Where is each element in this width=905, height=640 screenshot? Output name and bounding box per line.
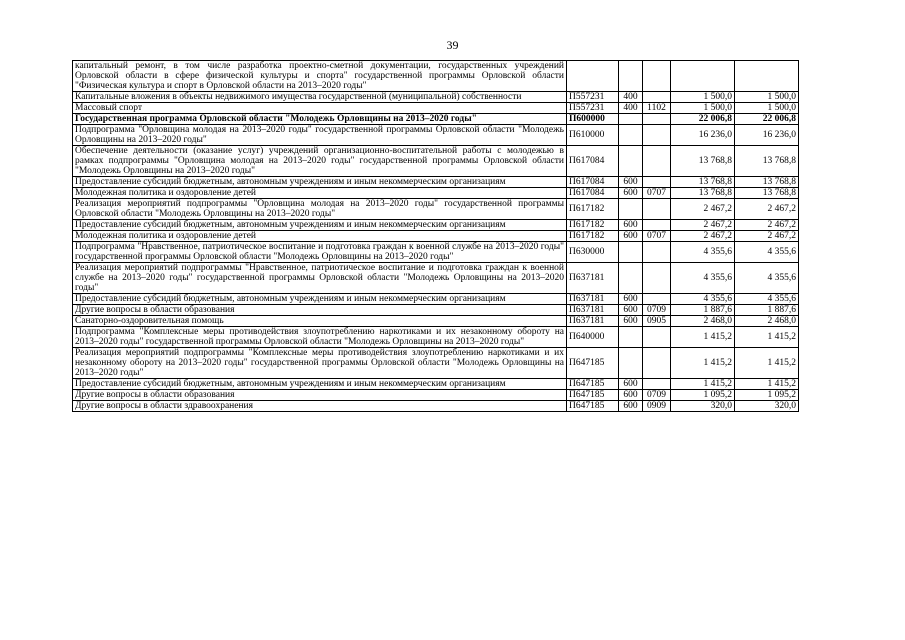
row-expense-type-cell: 600 <box>619 390 643 401</box>
row-amount-2-cell: 13 768,8 <box>735 177 799 188</box>
row-amount-2-cell: 1 500,0 <box>735 103 799 114</box>
row-expense-type-cell <box>619 327 643 348</box>
row-name-cell: Санаторно-оздоровительная помощь <box>73 316 567 327</box>
row-amount-1-cell: 1 095,2 <box>671 390 735 401</box>
row-section-cell <box>643 125 671 146</box>
row-expense-type-cell: 600 <box>619 220 643 231</box>
row-code-cell: П617182 <box>567 199 619 220</box>
row-expense-type-cell: 600 <box>619 401 643 412</box>
row-name-cell: Другие вопросы в области здравоохранения <box>73 401 567 412</box>
budget-table-body <box>73 61 799 412</box>
row-amount-2-cell: 1 500,0 <box>735 92 799 103</box>
row-amount-2-cell: 4 355,6 <box>735 263 799 294</box>
row-expense-type-cell <box>619 348 643 379</box>
table-row <box>73 348 799 379</box>
row-amount-2-cell: 2 468,0 <box>735 316 799 327</box>
row-amount-1-cell: 2 468,0 <box>671 316 735 327</box>
row-code-cell: П617084 <box>567 177 619 188</box>
row-section-cell <box>643 220 671 231</box>
row-section-cell: 0709 <box>643 390 671 401</box>
row-expense-type-cell: 600 <box>619 305 643 316</box>
row-name-cell: Капитальные вложения в объекты недвижимого имущества государственной (муниципальной) собственности <box>73 92 567 103</box>
row-amount-2-cell: 2 467,2 <box>735 231 799 242</box>
row-name-cell: Молодежная политика и оздоровление детей <box>73 231 567 242</box>
row-name-cell: Другие вопросы в области образования <box>73 305 567 316</box>
row-amount-1-cell: 13 768,8 <box>671 188 735 199</box>
row-section-cell <box>643 327 671 348</box>
row-expense-type-cell <box>619 263 643 294</box>
row-expense-type-cell: 600 <box>619 188 643 199</box>
row-section-cell <box>643 92 671 103</box>
page-number: 39 <box>446 38 459 52</box>
row-section-cell <box>643 348 671 379</box>
row-code-cell: П647185 <box>567 379 619 390</box>
row-code-cell: П617182 <box>567 231 619 242</box>
row-amount-1-cell: 1 887,6 <box>671 305 735 316</box>
row-code-cell: П637181 <box>567 305 619 316</box>
row-amount-2-cell: 1 415,2 <box>735 348 799 379</box>
table-row <box>73 125 799 146</box>
row-amount-1-cell: 4 355,6 <box>671 294 735 305</box>
row-amount-2-cell: 1 415,2 <box>735 327 799 348</box>
row-code-cell: П557231 <box>567 103 619 114</box>
row-name-cell: Подпрограмма "Орловщина молодая на 2013–2020 годы" государственной программы Орловской области "Молодежь Орловщины на 2013–2020 годы" <box>73 125 567 146</box>
row-section-cell <box>643 146 671 177</box>
row-amount-1-cell: 2 467,2 <box>671 231 735 242</box>
row-code-cell: П640000 <box>567 327 619 348</box>
row-amount-2-cell: 320,0 <box>735 401 799 412</box>
table-row <box>73 220 799 231</box>
row-code-cell: П617084 <box>567 188 619 199</box>
row-name-cell: Государственная программа Орловской области "Молодежь Орловщины на 2013–2020 годы" <box>73 114 567 125</box>
row-code-cell <box>567 61 619 92</box>
row-amount-1-cell: 4 355,6 <box>671 242 735 263</box>
table-row <box>73 294 799 305</box>
row-amount-2-cell: 13 768,8 <box>735 146 799 177</box>
row-section-cell: 1102 <box>643 103 671 114</box>
row-amount-1-cell: 1 415,2 <box>671 327 735 348</box>
row-section-cell <box>643 177 671 188</box>
row-code-cell: П617182 <box>567 220 619 231</box>
row-expense-type-cell: 600 <box>619 177 643 188</box>
row-name-cell: Обеспечение деятельности (оказание услуг) учреждений организационно-воспитательной работы с молодежью в рамках подпрограммы "Орловщина молодая на 2013–2020 годы" государственной программы Орловской области "Молодежь Орловщины на 2013–2020 годы" <box>73 146 567 177</box>
table-row <box>73 263 799 294</box>
row-amount-1-cell: 1 415,2 <box>671 379 735 390</box>
row-section-cell <box>643 242 671 263</box>
row-amount-2-cell: 1 415,2 <box>735 379 799 390</box>
row-code-cell: П647185 <box>567 390 619 401</box>
row-amount-1-cell: 320,0 <box>671 401 735 412</box>
row-name-cell: Подпрограмма "Комплексные меры противодействия злоупотреблению наркотиками и их незаконному обороту на 2013–2020 годы" государственной программы Орловской области "Молодежь Орловщины на 2013–2020 годы" <box>73 327 567 348</box>
row-amount-1-cell: 2 467,2 <box>671 220 735 231</box>
row-code-cell: П610000 <box>567 125 619 146</box>
row-amount-2-cell: 4 355,6 <box>735 294 799 305</box>
row-code-cell: П647185 <box>567 348 619 379</box>
row-code-cell: П637181 <box>567 263 619 294</box>
row-name-cell: Реализация мероприятий подпрограммы "Комплексные меры противодействия злоупотреблению наркотиками и их незаконному обороту на 2013–2020 годы" государственной программы Орловской области "Молодежь Орловщины на 2013–2020 годы" <box>73 348 567 379</box>
row-code-cell: П630000 <box>567 242 619 263</box>
row-section-cell <box>643 379 671 390</box>
row-expense-type-cell: 600 <box>619 231 643 242</box>
row-expense-type-cell: 400 <box>619 92 643 103</box>
row-section-cell: 0909 <box>643 401 671 412</box>
row-section-cell <box>643 263 671 294</box>
row-name-cell: Молодежная политика и оздоровление детей <box>73 188 567 199</box>
table-row <box>73 390 799 401</box>
row-section-cell: 0707 <box>643 231 671 242</box>
row-name-cell: Предоставление субсидий бюджетным, автономным учреждениям и иным некоммерческим организациям <box>73 220 567 231</box>
row-expense-type-cell: 600 <box>619 316 643 327</box>
row-name-cell: Предоставление субсидий бюджетным, автономным учреждениям и иным некоммерческим организациям <box>73 379 567 390</box>
row-amount-2-cell: 1 095,2 <box>735 390 799 401</box>
table-row <box>73 177 799 188</box>
row-amount-1-cell: 1 500,0 <box>671 92 735 103</box>
table-row <box>73 316 799 327</box>
row-amount-2-cell: 13 768,8 <box>735 188 799 199</box>
table-row <box>73 103 799 114</box>
table-row <box>73 114 799 125</box>
row-amount-1-cell: 1 415,2 <box>671 348 735 379</box>
row-section-cell: 0707 <box>643 188 671 199</box>
row-code-cell: П557231 <box>567 92 619 103</box>
row-amount-2-cell: 2 467,2 <box>735 199 799 220</box>
table-row <box>73 401 799 412</box>
row-section-cell <box>643 61 671 92</box>
row-amount-2-cell: 22 006,8 <box>735 114 799 125</box>
row-name-cell: Другие вопросы в области образования <box>73 390 567 401</box>
row-expense-type-cell <box>619 199 643 220</box>
row-amount-2-cell: 2 467,2 <box>735 220 799 231</box>
table-row <box>73 61 799 92</box>
row-code-cell: П637181 <box>567 316 619 327</box>
row-amount-1-cell <box>671 61 735 92</box>
row-amount-1-cell: 13 768,8 <box>671 146 735 177</box>
budget-table <box>72 60 799 412</box>
row-section-cell <box>643 199 671 220</box>
row-section-cell <box>643 294 671 305</box>
table-row <box>73 242 799 263</box>
row-amount-2-cell: 4 355,6 <box>735 242 799 263</box>
table-row <box>73 231 799 242</box>
row-code-cell: П617084 <box>567 146 619 177</box>
row-amount-1-cell: 4 355,6 <box>671 263 735 294</box>
row-expense-type-cell <box>619 61 643 92</box>
row-section-cell: 0905 <box>643 316 671 327</box>
table-row <box>73 92 799 103</box>
row-name-cell: Массовый спорт <box>73 103 567 114</box>
table-row <box>73 188 799 199</box>
row-name-cell: Предоставление субсидий бюджетным, автономным учреждениям и иным некоммерческим организациям <box>73 177 567 188</box>
row-name-cell: Предоставление субсидий бюджетным, автономным учреждениям и иным некоммерческим организациям <box>73 294 567 305</box>
row-expense-type-cell <box>619 114 643 125</box>
row-expense-type-cell: 400 <box>619 103 643 114</box>
table-row <box>73 305 799 316</box>
row-amount-2-cell <box>735 61 799 92</box>
table-row <box>73 379 799 390</box>
row-expense-type-cell <box>619 125 643 146</box>
row-name-cell: Подпрограмма "Нравственное, патриотическое воспитание и подготовка граждан к военной службе на 2013–2020 годы" государственной программы Орловской области "Молодежь Орловщины на 2013–2020 годы" <box>73 242 567 263</box>
row-section-cell: 0709 <box>643 305 671 316</box>
row-amount-1-cell: 16 236,0 <box>671 125 735 146</box>
row-amount-1-cell: 2 467,2 <box>671 199 735 220</box>
row-name-cell: Реализация мероприятий подпрограммы "Нравственное, патриотическое воспитание и подготовка граждан к военной службе на 2013–2020 годы" государственной программы Орловской области "Молодежь Орловщины на 2013–2020 годы" <box>73 263 567 294</box>
row-code-cell: П600000 <box>567 114 619 125</box>
row-expense-type-cell: 600 <box>619 379 643 390</box>
row-code-cell: П647185 <box>567 401 619 412</box>
row-amount-2-cell: 16 236,0 <box>735 125 799 146</box>
row-amount-2-cell: 1 887,6 <box>735 305 799 316</box>
row-name-cell: капитальный ремонт, в том числе разработка проектно-сметной документации, государственных учреждений Орловской области в сфере физической культуры и спорта" государственной программы Орловской области "Физическая культура и спорт в Орловской области на 2013–2020 годы" <box>73 61 567 92</box>
row-expense-type-cell <box>619 242 643 263</box>
row-amount-1-cell: 13 768,8 <box>671 177 735 188</box>
row-expense-type-cell <box>619 146 643 177</box>
row-code-cell: П637181 <box>567 294 619 305</box>
row-name-cell: Реализация мероприятий подпрограммы "Орловщина молодая на 2013–2020 годы" государственной программы Орловской области "Молодежь Орловщины на 2013–2020 годы" <box>73 199 567 220</box>
table-row <box>73 199 799 220</box>
table-row <box>73 146 799 177</box>
table-row <box>73 327 799 348</box>
row-amount-1-cell: 1 500,0 <box>671 103 735 114</box>
row-section-cell <box>643 114 671 125</box>
row-amount-1-cell: 22 006,8 <box>671 114 735 125</box>
row-expense-type-cell: 600 <box>619 294 643 305</box>
